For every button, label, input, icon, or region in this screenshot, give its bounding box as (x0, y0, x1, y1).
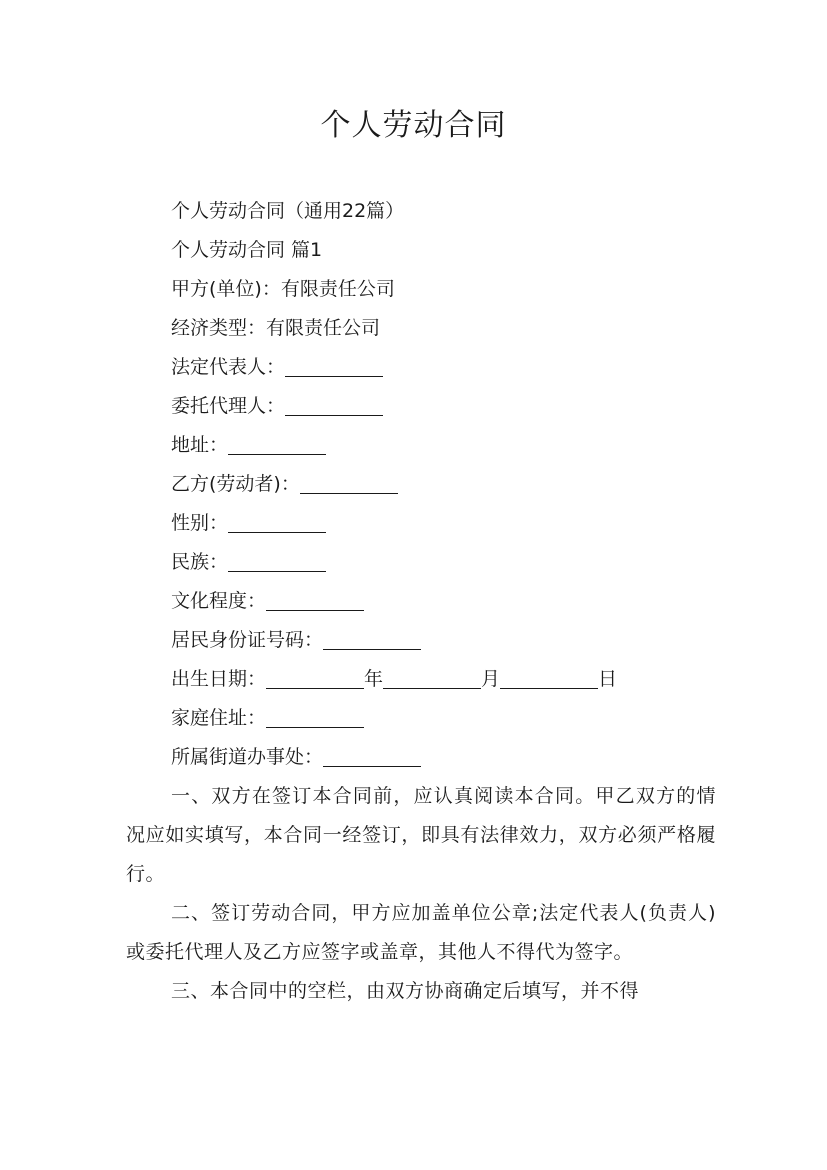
chapter-heading: 个人劳动合同 篇1 (171, 239, 323, 261)
gender-label: 性别： (171, 512, 229, 534)
birth-month-label: 月 (481, 668, 501, 690)
agent-line (126, 387, 716, 426)
economic-type-line: 经济类型：有限责任公司 (171, 317, 381, 339)
legal-rep-line (126, 348, 716, 387)
document-body (126, 192, 716, 1011)
birth-date-line (126, 660, 716, 699)
paragraph-3: 三、本合同中的空栏，由双方协商确定后填写，并不得 (171, 980, 640, 1002)
birth-month-blank (383, 666, 481, 689)
education-line (126, 582, 716, 621)
ethnicity-line (126, 543, 716, 582)
gender-line (126, 504, 716, 543)
legal-rep-blank (285, 354, 383, 377)
birth-date-label: 出生日期： (171, 668, 267, 690)
party-b-blank (300, 471, 398, 494)
birth-day-blank (500, 666, 598, 689)
agent-blank (285, 393, 383, 416)
ethnicity-label: 民族： (171, 551, 229, 573)
id-number-line (126, 621, 716, 660)
id-number-label: 居民身份证号码： (171, 629, 324, 651)
address-blank (228, 432, 326, 455)
party-a-line: 甲方(单位)：有限责任公司 (171, 278, 395, 300)
document-title: 个人劳动合同 (320, 108, 507, 143)
ethnicity-blank (228, 549, 326, 572)
gender-blank (228, 510, 326, 533)
home-address-blank (266, 705, 364, 728)
home-address-label: 家庭住址： (171, 707, 267, 729)
subtitle: 个人劳动合同（通用22篇） (171, 200, 405, 222)
birth-year-label: 年 (364, 668, 384, 690)
birth-day-label: 日 (598, 668, 618, 690)
party-b-label: 乙方(劳动者)： (171, 473, 300, 495)
legal-rep-label: 法定代表人： (171, 356, 286, 378)
address-line (126, 426, 716, 465)
street-office-blank (323, 744, 421, 767)
paragraph-2: 二、签订劳动合同，甲方应加盖单位公章;法定代表人(负责人)或委托代理人及乙方应签字或盖章，其他人不得代为签字。 (126, 902, 716, 963)
party-b-line (126, 465, 716, 504)
address-label: 地址： (171, 434, 229, 456)
agent-label: 委托代理人： (171, 395, 286, 417)
education-label: 文化程度： (171, 590, 267, 612)
home-address-line (126, 699, 716, 738)
paragraph-1: 一、双方在签订本合同前，应认真阅读本合同。甲乙双方的情况应如实填写，本合同一经签订，即具有法律效力，双方必须严格履行。 (126, 785, 716, 885)
id-number-blank (323, 627, 421, 650)
street-office-label: 所属街道办事处： (171, 746, 324, 768)
street-office-line (126, 738, 716, 777)
birth-year-blank (266, 666, 364, 689)
education-blank (266, 588, 364, 611)
